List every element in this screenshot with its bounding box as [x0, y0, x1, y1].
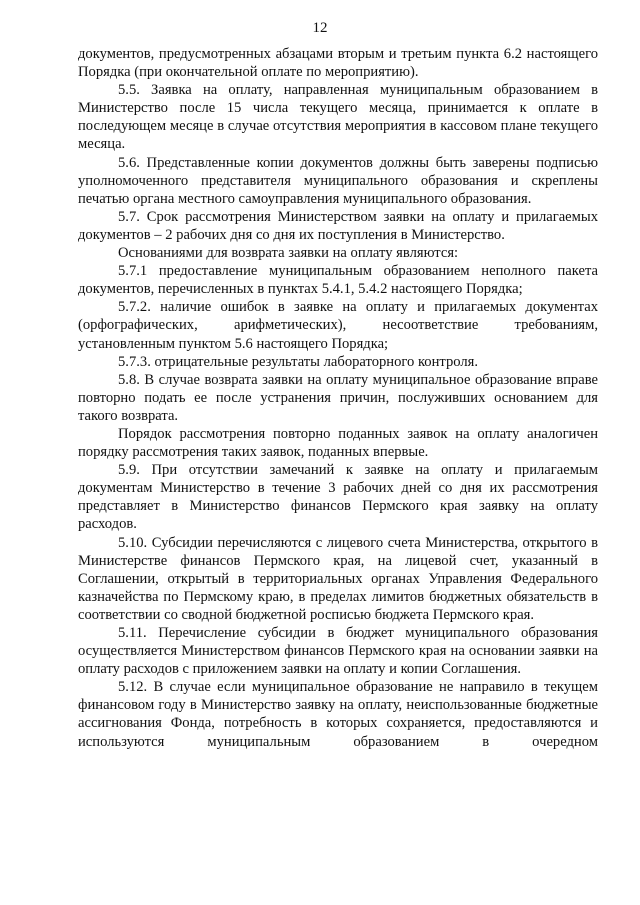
paragraph-5-5: 5.5. Заявка на оплату, направленная муниципальным образованием в Министерство после 15 числа текущего месяца, принимается к оплате в последующем месяце в случае отсутствия мероприятия в кассовом плане текущего месяца.: [78, 82, 598, 153]
paragraph-5-7-1: 5.7.1 предоставление муниципальным образованием неполного пакета документов, перечисленных в пунктах 5.4.1, 5.4.2 настоящего Порядка;: [78, 263, 598, 298]
paragraph-5-12: 5.12. В случае если муниципальное образование не направило в текущем финансовом году в Министерство заявку на оплату, неиспользованные бюджетные ассигнования Фонда, потребность в которых сохраняется, предоставляются и используются муниципальным образованием в очередном: [78, 679, 598, 750]
paragraph-5-7-2: 5.7.2. наличие ошибок в заявке на оплату и прилагаемых документах (орфографических, арифметических), несоответствие требованиям, установленным пунктом 5.6 настоящего Порядка;: [78, 299, 598, 352]
paragraph-5-11: 5.11. Перечисление субсидии в бюджет муниципального образования осуществляется Министерством финансов Пермского края на основании заявки на оплату расходов с приложением заявки на оплату и копии Соглашения.: [78, 625, 598, 678]
document-body: [78, 45, 598, 751]
paragraph-continuation: документов, предусмотренных абзацами вторым и третьим пункта 6.2 настоящего Порядка (при окончательной оплате по мероприятию).: [78, 46, 598, 81]
paragraph-resubmission-order: Порядок рассмотрения повторно поданных заявок на оплату аналогичен порядку рассмотрения таких заявок, поданных впервые.: [78, 425, 598, 461]
page-number: 12: [312, 20, 328, 36]
paragraph-5-10: 5.10. Субсидии перечисляются с лицевого счета Министерства, открытого в Министерстве финансов Пермского края, на лицевой счет, указанный в Соглашении, открытый в территориальных органах Управления Федерального казначейства по Пермскому краю, в пределах лимитов бюджетных обязательств в соответствии со сводной бюджетной росписью бюджета Пермского края.: [78, 534, 598, 623]
paragraph-5-9: 5.9. При отсутствии замечаний к заявке на оплату и прилагаемым документам Министерство в течение 3 рабочих дней со дня их рассмотрения представляет в Министерство финансов Пермского края заявку на оплату расходов.: [78, 462, 598, 533]
paragraph-5-7: 5.7. Срок рассмотрения Министерством заявки на оплату и прилагаемых документов – 2 рабочих дня со дня их поступления в Министерство.: [78, 208, 598, 243]
paragraph-5-7-3: 5.7.3. отрицательные результаты лабораторного контроля.: [118, 353, 479, 370]
paragraph-5-6: 5.6. Представленные копии документов должны быть заверены подписью уполномоченного представителя муниципального образования и скреплены печатью органа местного самоуправления муниципального образования.: [78, 154, 598, 207]
paragraph-5-8: 5.8. В случае возврата заявки на оплату муниципальное образование вправе повторно подать ее после устранения причин, послуживших основанием для такого возврата.: [78, 371, 598, 424]
paragraph-return-grounds: Основаниями для возврата заявки на оплату являются:: [118, 245, 459, 262]
